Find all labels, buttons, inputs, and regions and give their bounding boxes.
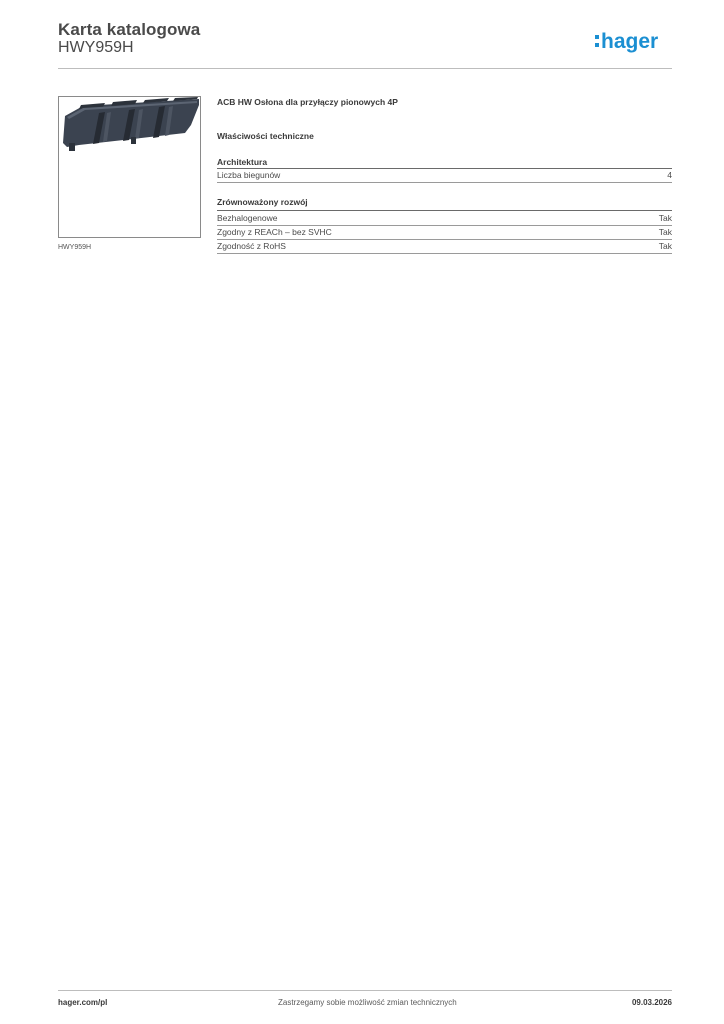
technical-properties-heading: Właściwości techniczne: [217, 131, 314, 141]
group-divider: [217, 210, 672, 211]
footer-divider: [58, 990, 672, 991]
property-value: Tak: [658, 213, 672, 223]
disclaimer-text: Zastrzegamy sobie możliwość zmian technicznych: [278, 998, 457, 1007]
property-label: Bezhalogenowe: [217, 213, 278, 223]
property-value: Tak: [658, 227, 672, 237]
product-description: ACB HW Osłona dla przyłączy pionowych 4P: [217, 97, 398, 107]
property-value: 4: [667, 170, 672, 180]
website-link[interactable]: hager.com/pl: [58, 998, 108, 1007]
group-heading-architecture: Architektura: [217, 157, 268, 167]
property-label: Zgodny z REACh – bez SVHC: [217, 227, 332, 237]
image-caption: HWY959H: [58, 244, 92, 251]
property-label: Liczba biegunów: [217, 170, 281, 180]
product-code: HWY959H: [58, 39, 134, 56]
property-value: Tak: [658, 241, 672, 251]
product-image: [58, 96, 201, 238]
property-label: Zgodność z RoHS: [217, 241, 286, 251]
header-divider: [58, 68, 672, 69]
logo-wordmark: hager: [601, 30, 659, 53]
property-row: [217, 169, 672, 183]
group-heading-sustainability: Zrównoważony rozwój: [217, 197, 308, 207]
property-row: [217, 212, 672, 226]
property-row: [217, 240, 672, 254]
document-date: 09.03.2026: [631, 998, 672, 1007]
property-row: [217, 226, 672, 240]
hager-logo: [594, 28, 674, 56]
document-title: Karta katalogowa: [58, 20, 201, 39]
